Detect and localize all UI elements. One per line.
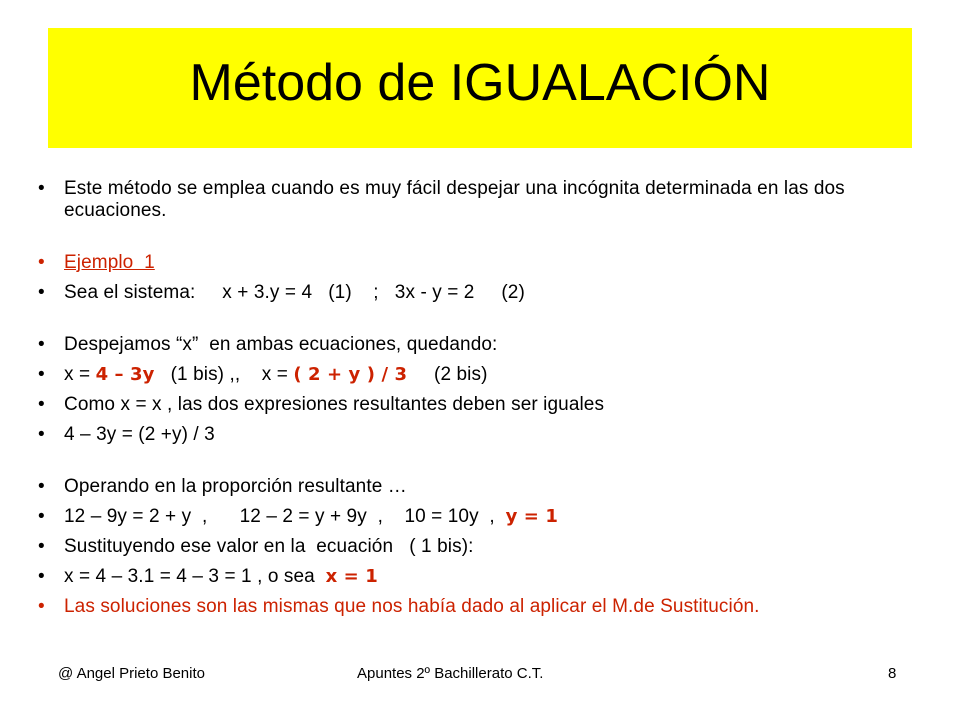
slide-body <box>38 178 908 626</box>
title-banner <box>48 28 912 148</box>
bullet-text: 4 – 3y = (2 +y) / 3 <box>64 424 215 445</box>
footer-course: Apuntes 2º Bachillerato C.T. <box>357 665 544 682</box>
bullet-text: Operando en la proporción resultante … <box>64 476 407 497</box>
bullet-text: Este método se emplea cuando es muy fácil despejar una incógnita determinada en las dos ecuaciones. <box>64 178 845 221</box>
slide-title: Método de IGUALACIÓN <box>189 54 771 112</box>
bullet-text: x = 4 – 3.1 = 4 – 3 = 1 , o sea <box>64 566 326 587</box>
page-number: 8 <box>888 665 897 682</box>
bullet-text: 12 – 9y = 2 + y , 12 – 2 = y + 9y , 10 = 10y , <box>64 506 506 527</box>
bullet-example-heading <box>38 252 908 274</box>
highlight-result: x = 1 <box>325 566 378 587</box>
bullet-equation <box>38 424 908 446</box>
bullet-solve-y <box>38 506 908 528</box>
bullet-dot-icon: • <box>38 424 45 445</box>
bullet-text: Las soluciones son las mismas que nos había dado al aplicar el M.de Sustitución. <box>64 596 760 617</box>
bullet-dot-icon: • <box>38 252 45 273</box>
bullet-dot-icon: • <box>38 596 45 617</box>
bullet-dot-icon: • <box>38 476 45 497</box>
bullet-text: Como x = x , las dos expresiones resultantes deben ser iguales <box>64 394 605 415</box>
bullet-text: Sustituyendo ese valor en la ecuación ( 1 bis): <box>64 536 474 557</box>
bullet-text: Sea el sistema: x + 3.y = 4 (1) ; 3x - y = 2 (2) <box>64 282 525 303</box>
bullet-text: Despejamos “x” en ambas ecuaciones, quedando: <box>64 334 498 355</box>
bullet-dot-icon: • <box>38 282 45 303</box>
bullet-dot-icon: • <box>38 566 45 587</box>
highlight-result: y = 1 <box>505 506 558 527</box>
example-link[interactable]: Ejemplo 1 <box>64 252 155 273</box>
bullet-isolate <box>38 334 908 356</box>
bullet-operating <box>38 476 908 498</box>
bullet-intro <box>38 178 908 222</box>
highlight-expression: ( 2 + y ) / 3 <box>293 364 408 385</box>
bullet-text: x = <box>64 364 96 385</box>
slide-footer <box>0 663 960 687</box>
bullet-dot-icon: • <box>38 506 45 527</box>
highlight-expression: 4 – 3y <box>95 364 155 385</box>
bullet-dot-icon: • <box>38 536 45 557</box>
bullet-dot-icon: • <box>38 178 45 199</box>
bullet-solve-x <box>38 566 908 588</box>
footer-author: @ Angel Prieto Benito <box>58 665 205 682</box>
bullet-dot-icon: • <box>38 364 45 385</box>
bullet-equal <box>38 394 908 416</box>
bullet-dot-icon: • <box>38 394 45 415</box>
bullet-conclusion <box>38 596 908 618</box>
bullet-system <box>38 282 908 304</box>
bullet-substitute <box>38 536 908 558</box>
bullet-text: (1 bis) ,, x = <box>154 364 294 385</box>
bullet-expressions <box>38 364 908 386</box>
bullet-text: (2 bis) <box>407 364 488 385</box>
bullet-dot-icon: • <box>38 334 45 355</box>
